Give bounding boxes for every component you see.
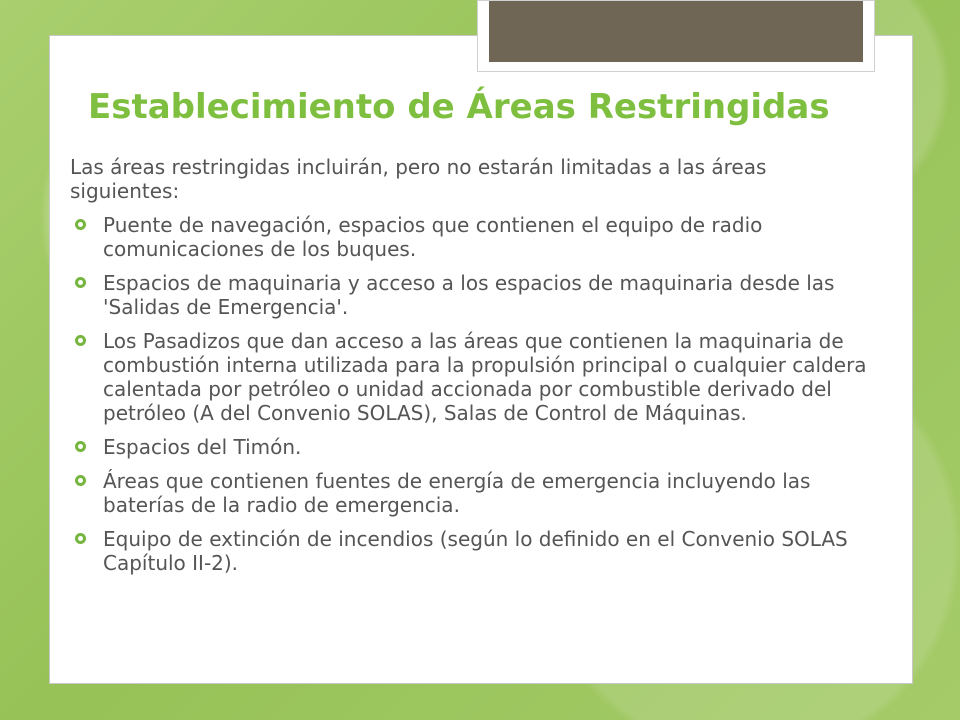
list-item bbox=[70, 329, 880, 425]
bullet-text: Espacios del Timón. bbox=[103, 435, 302, 459]
ring-bullet-icon bbox=[76, 476, 85, 485]
bullet-text: Los Pasadizos que dan acceso a las áreas que contienen la maquinaria de combustión interna utilizada para la propulsión principal o cualquier caldera calentada por petróleo o unidad accionada por combustible derivado del petróleo (A del Convenio SOLAS), Salas de Control de Máquinas. bbox=[103, 329, 867, 425]
bullet-list bbox=[70, 213, 880, 575]
accent-block-fill bbox=[489, 1, 863, 62]
slide-body bbox=[70, 155, 880, 585]
ring-bullet-icon bbox=[76, 534, 85, 543]
list-item bbox=[70, 527, 880, 575]
bullet-text: Áreas que contienen fuentes de energía de emergencia incluyendo las baterías de la radio de emergencia. bbox=[103, 469, 811, 517]
bullet-text: Espacios de maquinaria y acceso a los espacios de maquinaria desde las 'Salidas de Emergencia'. bbox=[103, 271, 835, 319]
list-item bbox=[70, 271, 880, 319]
top-accent-block bbox=[477, 0, 875, 72]
list-item bbox=[70, 469, 880, 517]
bullet-text: Equipo de extinción de incendios (según lo definido en el Convenio SOLAS Capítulo II-2). bbox=[103, 527, 848, 575]
ring-bullet-icon bbox=[76, 220, 85, 229]
ring-bullet-icon bbox=[76, 336, 85, 345]
list-item bbox=[70, 213, 880, 261]
bullet-text: Puente de navegación, espacios que contienen el equipo de radio comunicaciones de los buques. bbox=[103, 213, 763, 261]
slide-title: Establecimiento de Áreas Restringidas bbox=[88, 87, 830, 127]
list-item bbox=[70, 435, 880, 459]
intro-text: Las áreas restringidas incluirán, pero no estarán limitadas a las áreas siguientes: bbox=[70, 155, 767, 203]
ring-bullet-icon bbox=[76, 278, 85, 287]
ring-bullet-icon bbox=[76, 442, 85, 451]
